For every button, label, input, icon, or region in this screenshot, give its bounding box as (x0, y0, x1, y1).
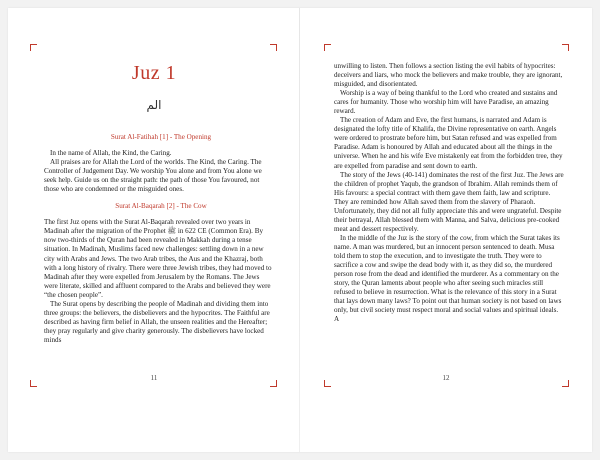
paragraph: unwilling to listen. Then follows a section listing the evil habits of hypocrites: deceivers and liars, who mock the believers and make trouble, they are ignorant, misguided, and disorientated. (334, 62, 563, 89)
right-text-column (334, 62, 564, 324)
juz-title: Juz 1 (131, 62, 177, 84)
crop-mark (562, 44, 569, 51)
book-spread (8, 8, 592, 452)
paragraph: The first Juz opens with the Surat Al-Baqarah revealed over two years in Madinah after the migration of the Prophet ﷺ in 622 CE (Common Era). By now two-thirds of the Quran had been revealed in Makkah during a tense situation. In Madinah, Muslims faced new challenges: settling down in a new city with Arabs and Jews. The two Arab tribes, the Aus and the Khazraj, both with a long history of rivalry. There were three Jewish tribes, they had moved to Madinah after they were expelled from Jerusalem by the Romans. The Jews were literate, skilled and affluent compared to the Arabs and believed they were “the chosen people”. (44, 218, 272, 299)
left-page (8, 8, 300, 452)
page-number: 12 (442, 374, 450, 382)
page-number: 11 (150, 374, 158, 382)
paragraph: The creation of Adam and Eve, the first humans, is narrated and Adam is designated the lofty title of Khalifa, the Divine representative on earth. Angels were ordered to prostrate before him, but Satan refused and was expelled from Paradise. Adam is honoured by Allah and educated about all the things in the universe. When he and his wife Eve mistakenly eat from the forbidden tree, they are expelled from paradise and sent down to earth. (334, 116, 563, 170)
section-heading-baqarah: Surat Al-Baqarah [2] - The Cow (115, 202, 207, 211)
crop-mark (270, 44, 277, 51)
crop-mark (30, 44, 37, 51)
section-heading-fatihah: Surat Al-Fatihah [1] - The Opening (110, 133, 212, 141)
paragraph: In the middle of the Juz is the story of the cow, from which the Surat takes its name. A man was murdered, but an innocent person sentenced to death. Musa told them to stop the execution, and to investigate the truth. They were to sacrifice a cow and swipe the dead body with it, as they did so, the murdered person rose from the dead and identified the murderer. As a commentary on the story, the Quran laments about people who after seeing such miracles still refused to believe in resurrection. What is the relevance of this story in a Surat that lays down many laws? To point out that human society is not based on laws only, but civil society must respect moral and social values and spiritual ideals. A (334, 233, 562, 324)
paragraph: All praises are for Allah the Lord of the worlds. The Kind, the Caring. The Controller of Judgement Day. We worship You alone and from You alone we seek help. Guide us on the straight path: the path of those You favoured, not those who are condemned or the misguided ones. (44, 158, 262, 194)
paragraph: In the name of Allah, the Kind, the Caring. (50, 149, 172, 158)
paragraph: The Surat opens by describing the people of Madinah and dividing them into three groups: the believers, the disbelievers and the hypocrites. The Faithful are described as having firm belief in Allah, the unseen realities and the Hereafter; they pray regularly and give charity generously. The disbelievers have locked minds (44, 299, 270, 344)
right-page (300, 8, 592, 452)
paragraph: Worship is a way of being thankful to the Lord who created and sustains and cares for humanity. Those who worship him will have Paradise, an amazing reward. (334, 89, 558, 116)
crop-mark (324, 44, 331, 51)
paragraph: The story of the Jews (40-141) dominates the rest of the first Juz. The Jews are the children of prophet Yaqub, the grandson of Ibrahim. Allah reminds them of His favours: a special contract with them gave them faith, law and scripture. They are reminded how Allah saved them from the slavery of Pharaoh. Unfortunately, they did not all fully appreciate this and were ungrateful. Despite their betrayal, Allah blessed them with Manna, and Salva, delicious pre-cooked meat and dessert respectively. (334, 170, 564, 233)
left-text-column (44, 133, 272, 345)
arabic-letters: الم (146, 98, 162, 112)
